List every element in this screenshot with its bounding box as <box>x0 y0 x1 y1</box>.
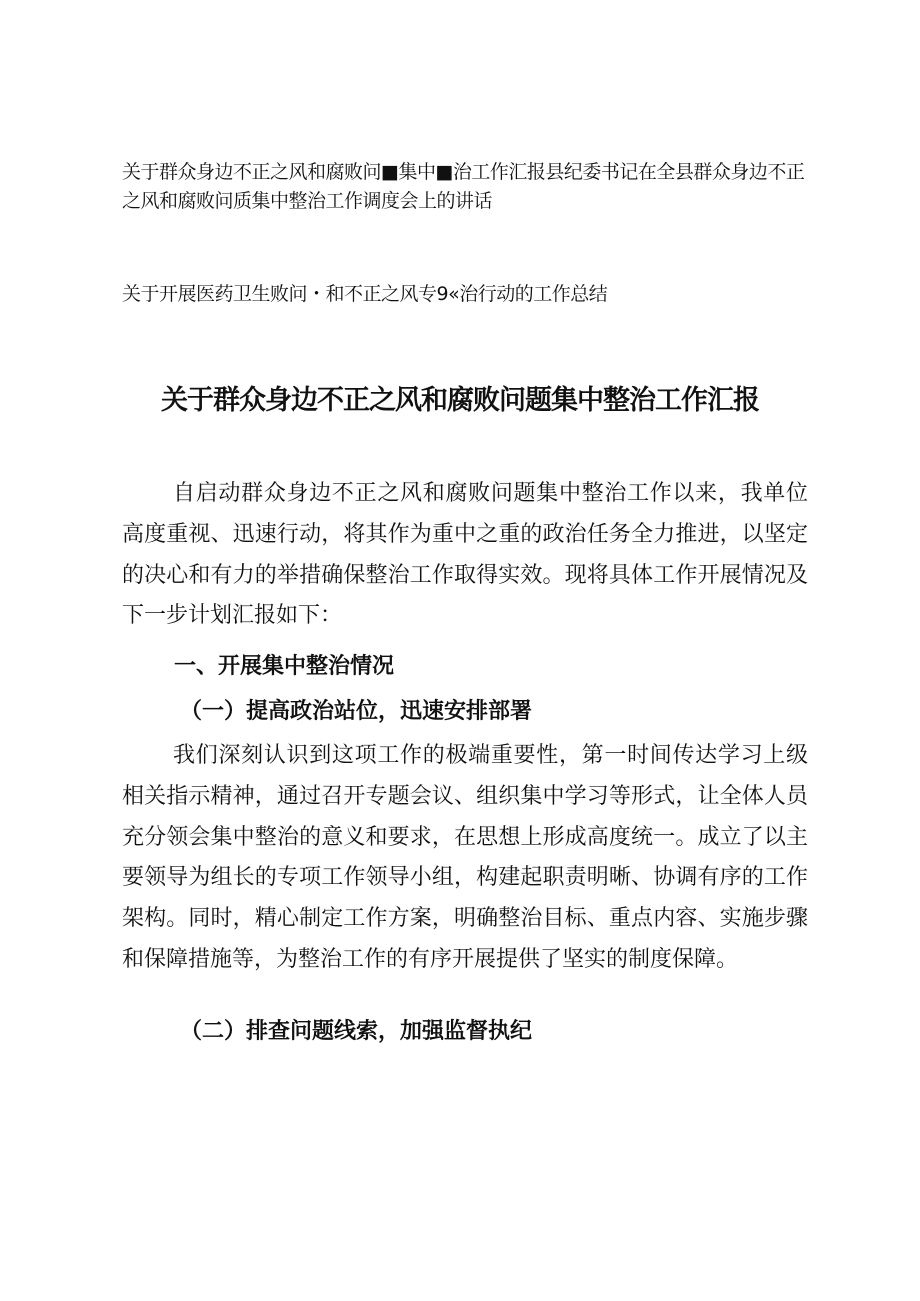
document-title: 关于群众身边不正之风和腐败问题集中整治工作汇报 <box>161 385 759 416</box>
toc-item-speech: 关于群众身边不正之风和腐败问■集中■治工作汇报县纪委书记在全县群众身边不正之风和腐败问质集中整治工作调度会上的讲话 <box>122 161 805 212</box>
subsection-heading-2: （二）排查问题线索，加强监督执纪 <box>180 1018 533 1044</box>
intro-paragraph: 自启动群众身边不正之风和腐败问题集中整治工作以来，我单位高度重视、迅速行动，将其作为重中之重的政治任务全力推进，以坚定的决心和有力的举措确保整治工作取得实效。现将具体工作开展情况及下一步计划汇报如下： <box>122 481 808 629</box>
section-heading-1: 一、开展集中整治情况 <box>174 653 395 679</box>
toc-item-summary: 关于开展医药卫生败问・和不正之风专9«治行动的工作总结 <box>122 283 608 305</box>
subsection-heading-1: （一）提高政治站位，迅速安排部署 <box>180 698 533 724</box>
subsection-1-paragraph: 我们深刻认识到这项工作的极端重要性，第一时间传达学习上级相关指示精神，通过召开专题会议、组织集中学习等形式，让全体人员充分领会集中整治的意义和要求，在思想上形成高度统一。成立了以主要领导为组长的专项工作领导小组，构建起职责明晰、协调有序的工作架构。同时，精心制定工作方案，明确整治目标、重点内容、实施步骤和保障措施等，为整治工作的有序开展提供了坚实的制度保障。 <box>122 743 808 972</box>
